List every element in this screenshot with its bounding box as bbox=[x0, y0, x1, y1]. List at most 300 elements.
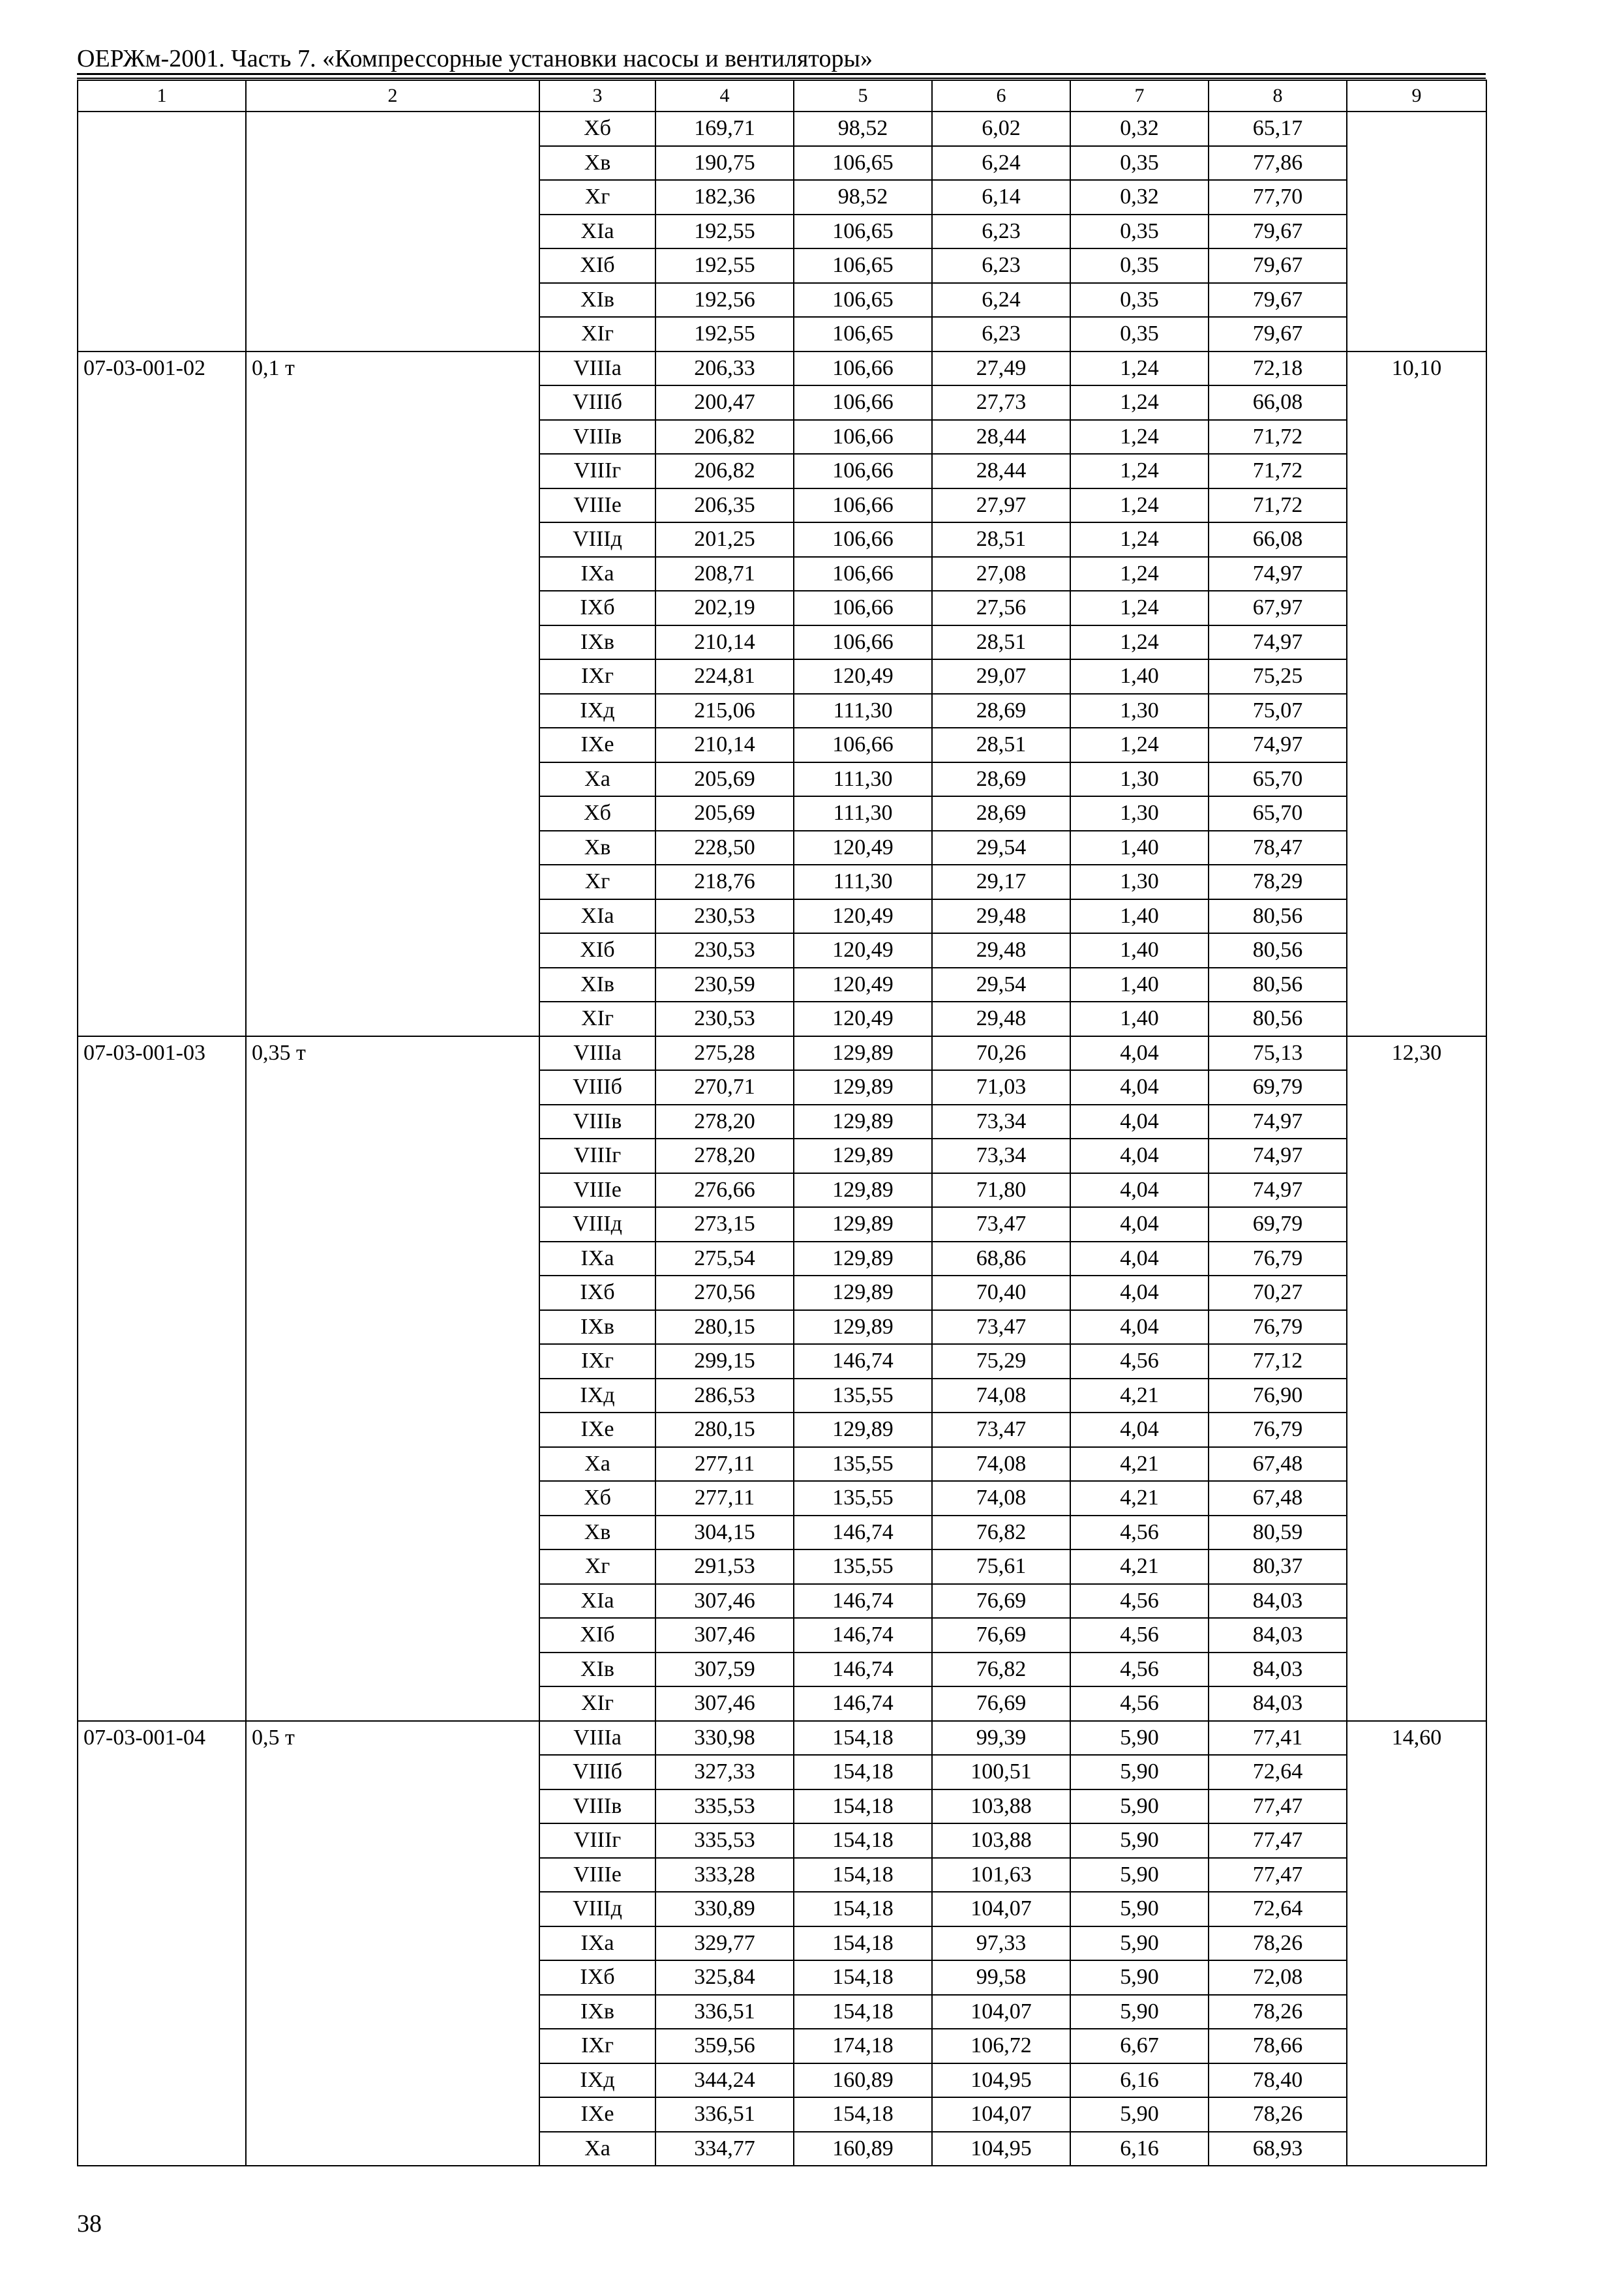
zone-cell: IXа bbox=[539, 1242, 655, 1276]
value-cell: 208,71 bbox=[655, 557, 794, 591]
value-cell: 28,69 bbox=[932, 694, 1070, 728]
value-cell: 146,74 bbox=[794, 1516, 932, 1550]
value-cell: 154,18 bbox=[794, 1960, 932, 1995]
value-cell: 135,55 bbox=[794, 1379, 932, 1413]
value-cell: 277,11 bbox=[655, 1447, 794, 1482]
value-cell: 73,34 bbox=[932, 1139, 1070, 1173]
value-cell: 5,90 bbox=[1070, 1858, 1209, 1893]
value-cell: 76,69 bbox=[932, 1686, 1070, 1721]
value-cell: 325,84 bbox=[655, 1960, 794, 1995]
zone-cell: IXа bbox=[539, 557, 655, 591]
value-cell: 120,49 bbox=[794, 933, 932, 968]
value-cell: 1,24 bbox=[1070, 625, 1209, 660]
value-cell: 28,44 bbox=[932, 454, 1070, 488]
zone-cell: XIв bbox=[539, 1653, 655, 1687]
mass-cell bbox=[1347, 112, 1486, 352]
zone-cell: Xб bbox=[539, 1481, 655, 1516]
zone-cell: IXг bbox=[539, 659, 655, 694]
value-cell: 129,89 bbox=[794, 1242, 932, 1276]
value-cell: 65,17 bbox=[1209, 112, 1347, 146]
zone-cell: IXб bbox=[539, 591, 655, 625]
value-cell: 67,48 bbox=[1209, 1447, 1347, 1482]
zone-cell: IXе bbox=[539, 728, 655, 762]
value-cell: 1,40 bbox=[1070, 1002, 1209, 1036]
table-row bbox=[78, 112, 1486, 146]
value-cell: 78,47 bbox=[1209, 831, 1347, 865]
value-cell: 160,89 bbox=[794, 2063, 932, 2098]
value-cell: 27,73 bbox=[932, 385, 1070, 420]
value-cell: 106,65 bbox=[794, 248, 932, 283]
zone-cell: Xв bbox=[539, 1516, 655, 1550]
value-cell: 307,46 bbox=[655, 1584, 794, 1619]
value-cell: 78,26 bbox=[1209, 2097, 1347, 2132]
value-cell: 224,81 bbox=[655, 659, 794, 694]
value-cell: 106,65 bbox=[794, 215, 932, 249]
value-cell: 106,66 bbox=[794, 625, 932, 660]
value-cell: 5,90 bbox=[1070, 1755, 1209, 1789]
resource-name-cell: 0,35 т bbox=[246, 1036, 539, 1721]
value-cell: 286,53 bbox=[655, 1379, 794, 1413]
zone-cell: IXа bbox=[539, 1926, 655, 1961]
zone-cell: VIIIд bbox=[539, 1892, 655, 1926]
value-cell: 129,89 bbox=[794, 1070, 932, 1105]
value-cell: 1,24 bbox=[1070, 420, 1209, 455]
value-cell: 120,49 bbox=[794, 968, 932, 1002]
value-cell: 80,56 bbox=[1209, 968, 1347, 1002]
value-cell: 129,89 bbox=[794, 1173, 932, 1208]
zone-cell: VIIIв bbox=[539, 1789, 655, 1824]
zone-cell: IXг bbox=[539, 1344, 655, 1379]
column-number-cell: 8 bbox=[1209, 80, 1347, 112]
zone-cell: VIIIа bbox=[539, 1036, 655, 1071]
value-cell: 307,46 bbox=[655, 1686, 794, 1721]
table-row bbox=[78, 1036, 1486, 1071]
value-cell: 74,97 bbox=[1209, 1139, 1347, 1173]
value-cell: 330,98 bbox=[655, 1721, 794, 1756]
value-cell: 67,97 bbox=[1209, 591, 1347, 625]
value-cell: 68,93 bbox=[1209, 2132, 1347, 2166]
value-cell: 4,04 bbox=[1070, 1139, 1209, 1173]
value-cell: 28,44 bbox=[932, 420, 1070, 455]
value-cell: 74,97 bbox=[1209, 1173, 1347, 1208]
value-cell: 75,29 bbox=[932, 1344, 1070, 1379]
value-cell: 79,67 bbox=[1209, 283, 1347, 318]
value-cell: 160,89 bbox=[794, 2132, 932, 2166]
value-cell: 1,30 bbox=[1070, 694, 1209, 728]
resource-code-cell bbox=[78, 112, 246, 352]
zone-cell: VIIIг bbox=[539, 1139, 655, 1173]
value-cell: 67,48 bbox=[1209, 1481, 1347, 1516]
value-cell: 77,86 bbox=[1209, 146, 1347, 181]
value-cell: 4,04 bbox=[1070, 1207, 1209, 1242]
value-cell: 71,03 bbox=[932, 1070, 1070, 1105]
value-cell: 76,69 bbox=[932, 1618, 1070, 1653]
value-cell: 72,08 bbox=[1209, 1960, 1347, 1995]
value-cell: 154,18 bbox=[794, 1995, 932, 2029]
value-cell: 278,20 bbox=[655, 1139, 794, 1173]
value-cell: 154,18 bbox=[794, 1892, 932, 1926]
value-cell: 28,51 bbox=[932, 728, 1070, 762]
value-cell: 74,08 bbox=[932, 1379, 1070, 1413]
value-cell: 182,36 bbox=[655, 180, 794, 215]
value-cell: 6,23 bbox=[932, 215, 1070, 249]
zone-cell: IXб bbox=[539, 1960, 655, 1995]
value-cell: 6,23 bbox=[932, 317, 1070, 352]
value-cell: 27,08 bbox=[932, 557, 1070, 591]
value-cell: 27,56 bbox=[932, 591, 1070, 625]
value-cell: 0,35 bbox=[1070, 215, 1209, 249]
zone-cell: IXб bbox=[539, 1276, 655, 1310]
value-cell: 28,69 bbox=[932, 796, 1070, 831]
zone-cell: VIIIе bbox=[539, 1173, 655, 1208]
value-cell: 0,32 bbox=[1070, 180, 1209, 215]
value-cell: 106,66 bbox=[794, 454, 932, 488]
value-cell: 6,24 bbox=[932, 146, 1070, 181]
price-table bbox=[77, 80, 1487, 2166]
zone-cell: Xб bbox=[539, 112, 655, 146]
value-cell: 27,97 bbox=[932, 488, 1070, 523]
value-cell: 76,79 bbox=[1209, 1242, 1347, 1276]
value-cell: 120,49 bbox=[794, 831, 932, 865]
value-cell: 69,79 bbox=[1209, 1070, 1347, 1105]
value-cell: 97,33 bbox=[932, 1926, 1070, 1961]
zone-cell: XIб bbox=[539, 1618, 655, 1653]
zone-cell: VIIIа bbox=[539, 352, 655, 386]
value-cell: 129,89 bbox=[794, 1105, 932, 1139]
value-cell: 111,30 bbox=[794, 796, 932, 831]
value-cell: 78,29 bbox=[1209, 865, 1347, 899]
value-cell: 307,59 bbox=[655, 1653, 794, 1687]
value-cell: 74,97 bbox=[1209, 557, 1347, 591]
value-cell: 4,56 bbox=[1070, 1516, 1209, 1550]
value-cell: 4,04 bbox=[1070, 1036, 1209, 1071]
value-cell: 6,16 bbox=[1070, 2063, 1209, 2098]
mass-cell: 10,10 bbox=[1347, 352, 1486, 1036]
value-cell: 1,40 bbox=[1070, 968, 1209, 1002]
value-cell: 218,76 bbox=[655, 865, 794, 899]
value-cell: 210,14 bbox=[655, 625, 794, 660]
value-cell: 1,40 bbox=[1070, 659, 1209, 694]
value-cell: 273,15 bbox=[655, 1207, 794, 1242]
column-number-row bbox=[78, 80, 1486, 112]
value-cell: 106,66 bbox=[794, 522, 932, 557]
value-cell: 4,04 bbox=[1070, 1413, 1209, 1447]
value-cell: 106,66 bbox=[794, 728, 932, 762]
value-cell: 192,55 bbox=[655, 215, 794, 249]
zone-cell: XIг bbox=[539, 317, 655, 352]
value-cell: 4,04 bbox=[1070, 1173, 1209, 1208]
value-cell: 4,04 bbox=[1070, 1276, 1209, 1310]
value-cell: 70,26 bbox=[932, 1036, 1070, 1071]
value-cell: 6,67 bbox=[1070, 2029, 1209, 2063]
value-cell: 120,49 bbox=[794, 899, 932, 934]
resource-code-cell: 07-03-001-04 bbox=[78, 1721, 246, 2166]
value-cell: 1,40 bbox=[1070, 899, 1209, 934]
value-cell: 270,71 bbox=[655, 1070, 794, 1105]
value-cell: 77,41 bbox=[1209, 1721, 1347, 1756]
value-cell: 29,48 bbox=[932, 899, 1070, 934]
zone-cell: IXд bbox=[539, 694, 655, 728]
value-cell: 135,55 bbox=[794, 1481, 932, 1516]
column-number-cell: 6 bbox=[932, 80, 1070, 112]
zone-cell: Xг bbox=[539, 180, 655, 215]
value-cell: 230,53 bbox=[655, 1002, 794, 1036]
value-cell: 0,35 bbox=[1070, 248, 1209, 283]
value-cell: 74,08 bbox=[932, 1481, 1070, 1516]
value-cell: 70,27 bbox=[1209, 1276, 1347, 1310]
value-cell: 280,15 bbox=[655, 1310, 794, 1345]
value-cell: 1,24 bbox=[1070, 522, 1209, 557]
value-cell: 1,40 bbox=[1070, 933, 1209, 968]
value-cell: 29,17 bbox=[932, 865, 1070, 899]
value-cell: 4,56 bbox=[1070, 1584, 1209, 1619]
value-cell: 104,07 bbox=[932, 2097, 1070, 2132]
value-cell: 336,51 bbox=[655, 2097, 794, 2132]
value-cell: 4,04 bbox=[1070, 1310, 1209, 1345]
zone-cell: VIIIг bbox=[539, 1823, 655, 1858]
value-cell: 6,24 bbox=[932, 283, 1070, 318]
value-cell: 6,23 bbox=[932, 248, 1070, 283]
value-cell: 106,72 bbox=[932, 2029, 1070, 2063]
zone-cell: XIа bbox=[539, 215, 655, 249]
mass-cell: 12,30 bbox=[1347, 1036, 1486, 1721]
column-number-cell: 1 bbox=[78, 80, 246, 112]
value-cell: 154,18 bbox=[794, 1789, 932, 1824]
value-cell: 228,50 bbox=[655, 831, 794, 865]
zone-cell: Xв bbox=[539, 146, 655, 181]
zone-cell: XIв bbox=[539, 283, 655, 318]
value-cell: 5,90 bbox=[1070, 2097, 1209, 2132]
value-cell: 73,34 bbox=[932, 1105, 1070, 1139]
value-cell: 206,35 bbox=[655, 488, 794, 523]
value-cell: 205,69 bbox=[655, 762, 794, 797]
value-cell: 154,18 bbox=[794, 1823, 932, 1858]
value-cell: 106,66 bbox=[794, 488, 932, 523]
value-cell: 99,39 bbox=[932, 1721, 1070, 1756]
value-cell: 4,04 bbox=[1070, 1242, 1209, 1276]
value-cell: 154,18 bbox=[794, 1858, 932, 1893]
value-cell: 275,54 bbox=[655, 1242, 794, 1276]
value-cell: 291,53 bbox=[655, 1549, 794, 1584]
value-cell: 29,54 bbox=[932, 968, 1070, 1002]
value-cell: 80,56 bbox=[1209, 899, 1347, 934]
resource-name-cell bbox=[246, 112, 539, 352]
value-cell: 275,28 bbox=[655, 1036, 794, 1071]
value-cell: 76,79 bbox=[1209, 1310, 1347, 1345]
value-cell: 190,75 bbox=[655, 146, 794, 181]
zone-cell: Xа bbox=[539, 2132, 655, 2166]
value-cell: 4,56 bbox=[1070, 1618, 1209, 1653]
value-cell: 68,86 bbox=[932, 1242, 1070, 1276]
value-cell: 4,04 bbox=[1070, 1105, 1209, 1139]
value-cell: 78,40 bbox=[1209, 2063, 1347, 2098]
value-cell: 4,56 bbox=[1070, 1344, 1209, 1379]
value-cell: 5,90 bbox=[1070, 1926, 1209, 1961]
zone-cell: VIIIа bbox=[539, 1721, 655, 1756]
value-cell: 71,72 bbox=[1209, 454, 1347, 488]
value-cell: 206,82 bbox=[655, 420, 794, 455]
value-cell: 146,74 bbox=[794, 1618, 932, 1653]
value-cell: 129,89 bbox=[794, 1310, 932, 1345]
value-cell: 1,24 bbox=[1070, 591, 1209, 625]
value-cell: 111,30 bbox=[794, 762, 932, 797]
value-cell: 215,06 bbox=[655, 694, 794, 728]
value-cell: 277,11 bbox=[655, 1481, 794, 1516]
value-cell: 5,90 bbox=[1070, 1721, 1209, 1756]
zone-cell: XIв bbox=[539, 968, 655, 1002]
column-number-cell: 3 bbox=[539, 80, 655, 112]
value-cell: 75,13 bbox=[1209, 1036, 1347, 1071]
value-cell: 5,90 bbox=[1070, 1823, 1209, 1858]
header-rule-thick bbox=[77, 73, 1486, 75]
zone-cell: Xа bbox=[539, 1447, 655, 1482]
zone-cell: XIа bbox=[539, 1584, 655, 1619]
resource-code-cell: 07-03-001-03 bbox=[78, 1036, 246, 1721]
value-cell: 1,30 bbox=[1070, 762, 1209, 797]
value-cell: 76,82 bbox=[932, 1653, 1070, 1687]
zone-cell: XIб bbox=[539, 248, 655, 283]
value-cell: 202,19 bbox=[655, 591, 794, 625]
value-cell: 75,61 bbox=[932, 1549, 1070, 1584]
value-cell: 71,72 bbox=[1209, 488, 1347, 523]
value-cell: 77,12 bbox=[1209, 1344, 1347, 1379]
value-cell: 111,30 bbox=[794, 865, 932, 899]
value-cell: 103,88 bbox=[932, 1823, 1070, 1858]
value-cell: 129,89 bbox=[794, 1139, 932, 1173]
table-row bbox=[78, 352, 1486, 386]
value-cell: 5,90 bbox=[1070, 1960, 1209, 1995]
value-cell: 84,03 bbox=[1209, 1653, 1347, 1687]
page-header-title: ОЕРЖм-2001. Часть 7. «Компрессорные установки насосы и вентиляторы» bbox=[77, 45, 873, 72]
value-cell: 4,21 bbox=[1070, 1379, 1209, 1413]
value-cell: 65,70 bbox=[1209, 762, 1347, 797]
zone-cell: Xв bbox=[539, 831, 655, 865]
table-row bbox=[78, 1721, 1486, 1756]
zone-cell: IXв bbox=[539, 1310, 655, 1345]
value-cell: 79,67 bbox=[1209, 215, 1347, 249]
value-cell: 106,66 bbox=[794, 420, 932, 455]
zone-cell: IXд bbox=[539, 1379, 655, 1413]
column-number-cell: 9 bbox=[1347, 80, 1486, 112]
value-cell: 106,65 bbox=[794, 146, 932, 181]
zone-cell: XIг bbox=[539, 1686, 655, 1721]
value-cell: 174,18 bbox=[794, 2029, 932, 2063]
zone-cell: VIIIд bbox=[539, 522, 655, 557]
value-cell: 76,79 bbox=[1209, 1413, 1347, 1447]
value-cell: 4,21 bbox=[1070, 1481, 1209, 1516]
value-cell: 344,24 bbox=[655, 2063, 794, 2098]
value-cell: 72,64 bbox=[1209, 1755, 1347, 1789]
value-cell: 0,35 bbox=[1070, 317, 1209, 352]
value-cell: 206,33 bbox=[655, 352, 794, 386]
value-cell: 335,53 bbox=[655, 1789, 794, 1824]
value-cell: 1,24 bbox=[1070, 557, 1209, 591]
value-cell: 1,30 bbox=[1070, 796, 1209, 831]
value-cell: 27,49 bbox=[932, 352, 1070, 386]
value-cell: 200,47 bbox=[655, 385, 794, 420]
value-cell: 210,14 bbox=[655, 728, 794, 762]
value-cell: 146,74 bbox=[794, 1653, 932, 1687]
value-cell: 1,24 bbox=[1070, 454, 1209, 488]
value-cell: 99,58 bbox=[932, 1960, 1070, 1995]
value-cell: 71,80 bbox=[932, 1173, 1070, 1208]
value-cell: 74,08 bbox=[932, 1447, 1070, 1482]
value-cell: 201,25 bbox=[655, 522, 794, 557]
value-cell: 74,97 bbox=[1209, 728, 1347, 762]
value-cell: 66,08 bbox=[1209, 522, 1347, 557]
value-cell: 79,67 bbox=[1209, 317, 1347, 352]
value-cell: 169,71 bbox=[655, 112, 794, 146]
column-number-cell: 2 bbox=[246, 80, 539, 112]
value-cell: 72,18 bbox=[1209, 352, 1347, 386]
zone-cell: VIIIг bbox=[539, 454, 655, 488]
resource-code-cell: 07-03-001-02 bbox=[78, 352, 246, 1036]
value-cell: 205,69 bbox=[655, 796, 794, 831]
value-cell: 359,56 bbox=[655, 2029, 794, 2063]
value-cell: 1,24 bbox=[1070, 352, 1209, 386]
value-cell: 154,18 bbox=[794, 1721, 932, 1756]
value-cell: 29,48 bbox=[932, 933, 1070, 968]
value-cell: 76,82 bbox=[932, 1516, 1070, 1550]
value-cell: 206,82 bbox=[655, 454, 794, 488]
zone-cell: VIIIб bbox=[539, 385, 655, 420]
value-cell: 129,89 bbox=[794, 1413, 932, 1447]
value-cell: 307,46 bbox=[655, 1618, 794, 1653]
value-cell: 77,47 bbox=[1209, 1858, 1347, 1893]
page-number: 38 bbox=[77, 2210, 102, 2237]
value-cell: 6,16 bbox=[1070, 2132, 1209, 2166]
value-cell: 78,26 bbox=[1209, 1926, 1347, 1961]
value-cell: 146,74 bbox=[794, 1344, 932, 1379]
value-cell: 0,32 bbox=[1070, 112, 1209, 146]
value-cell: 280,15 bbox=[655, 1413, 794, 1447]
value-cell: 1,40 bbox=[1070, 831, 1209, 865]
value-cell: 77,70 bbox=[1209, 180, 1347, 215]
value-cell: 192,55 bbox=[655, 248, 794, 283]
value-cell: 106,66 bbox=[794, 352, 932, 386]
value-cell: 4,21 bbox=[1070, 1549, 1209, 1584]
value-cell: 78,66 bbox=[1209, 2029, 1347, 2063]
value-cell: 65,70 bbox=[1209, 796, 1347, 831]
value-cell: 76,90 bbox=[1209, 1379, 1347, 1413]
zone-cell: Xб bbox=[539, 796, 655, 831]
value-cell: 80,56 bbox=[1209, 1002, 1347, 1036]
value-cell: 73,47 bbox=[932, 1207, 1070, 1242]
zone-cell: IXе bbox=[539, 2097, 655, 2132]
value-cell: 84,03 bbox=[1209, 1686, 1347, 1721]
zone-cell: Xг bbox=[539, 865, 655, 899]
value-cell: 80,56 bbox=[1209, 933, 1347, 968]
zone-cell: IXв bbox=[539, 625, 655, 660]
zone-cell: IXг bbox=[539, 2029, 655, 2063]
zone-cell: VIIIв bbox=[539, 1105, 655, 1139]
value-cell: 4,21 bbox=[1070, 1447, 1209, 1482]
resource-name-cell: 0,1 т bbox=[246, 352, 539, 1036]
value-cell: 28,69 bbox=[932, 762, 1070, 797]
value-cell: 270,56 bbox=[655, 1276, 794, 1310]
value-cell: 4,56 bbox=[1070, 1686, 1209, 1721]
zone-cell: IXе bbox=[539, 1413, 655, 1447]
value-cell: 154,18 bbox=[794, 2097, 932, 2132]
column-number-cell: 5 bbox=[794, 80, 932, 112]
table-body bbox=[78, 80, 1486, 2166]
value-cell: 192,56 bbox=[655, 283, 794, 318]
value-cell: 29,07 bbox=[932, 659, 1070, 694]
value-cell: 29,48 bbox=[932, 1002, 1070, 1036]
value-cell: 146,74 bbox=[794, 1584, 932, 1619]
value-cell: 154,18 bbox=[794, 1755, 932, 1789]
value-cell: 106,65 bbox=[794, 283, 932, 318]
